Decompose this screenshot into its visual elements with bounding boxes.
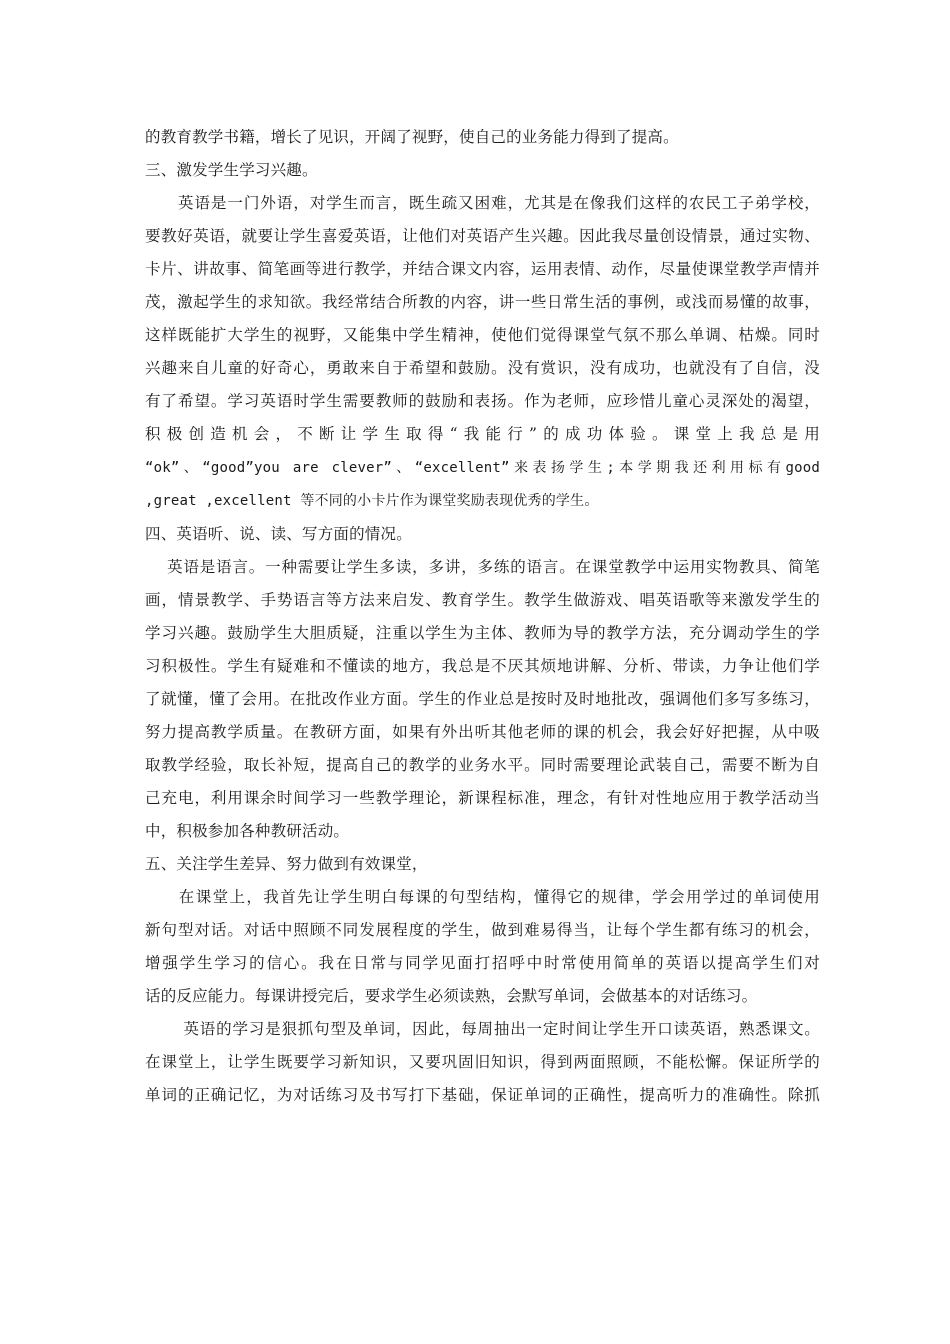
text-line: 话的反应能力。每课讲授完后，要求学生必须读熟，会默写单词，会做基本的对话练习。 xyxy=(145,987,758,1005)
text-line: 英语是一门外语，对学生而言，既生疏又困难，尤其是在像我们这样的农民工子弟学校， xyxy=(145,194,820,212)
text-line: 新句型对话。对话中照顾不同发展程度的学生，做到难易得当，让每个学生都有练习的机会， xyxy=(145,921,820,939)
text-line: 要教好英语，就要让学生喜爱英语，让他们对英语产生兴趣。因此我尽量创设情景，通过实物、 xyxy=(145,227,820,245)
text-line: 这样既能扩大学生的视野，又能集中学生精神，使他们觉得课堂气氛不那么单调、枯燥。同时 xyxy=(145,326,820,344)
text-line: 积极创造机会，不断让学生取得“我能行”的成功体验。课堂上我总是用 xyxy=(145,425,820,443)
section-heading: 三、激发学生学习兴趣。 xyxy=(145,161,318,179)
text-line: 兴趣来自儿童的好奇心，勇敢来自于希望和鼓励。没有赏识，没有成功，也就没有了自信，没 xyxy=(145,359,820,377)
text-line: ,great ,excellent 等不同的小卡片作为课堂奖励表现优秀的学生。 xyxy=(145,493,599,509)
text-line: 努力提高教学质量。在教研方面，如果有外出听其他老师的课的机会，我会好好把握，从中吸 xyxy=(145,723,820,741)
text-line: 有了希望。学习英语时学生需要教师的鼓励和表扬。作为老师，应珍惜儿童心灵深处的渴望， xyxy=(145,392,820,410)
text-line: 茂，激起学生的求知欲。我经常结合所教的内容，讲一些日常生活的事例，或浅而易懂的故事， xyxy=(145,293,820,311)
text-line: 在课堂上，我首先让学生明白每课的句型结构，懂得它的规律，学会用学过的单词使用 xyxy=(145,888,820,906)
section-heading: 五、关注学生差异、努力做到有效课堂， xyxy=(145,855,428,873)
text-line: 习积极性。学生有疑难和不懂读的地方，我总是不厌其烦地讲解、分析、带读，力争让他们学 xyxy=(145,657,820,675)
text-line: 学习兴趣。鼓励学生大胆质疑，注重以学生为主体、教师为导的教学方法，充分调动学生的学 xyxy=(145,624,820,642)
section-heading: 四、英语听、说、读、写方面的情况。 xyxy=(145,525,412,543)
text-line: 增强学生学习的信心。我在日常与同学见面打招呼中时常使用简单的英语以提高学生们对 xyxy=(145,954,820,972)
text-line: 画，情景教学、手势语言等方法来启发、教育学生。教学生做游戏、唱英语歌等来激发学生的 xyxy=(145,591,820,609)
text-line: 的教育教学书籍，增长了见识，开阔了视野，使自己的业务能力得到了提高。 xyxy=(145,128,679,146)
text-line: 在课堂上，让学生既要学习新知识，又要巩固旧知识，得到两面照顾，不能松懈。保证所学的 xyxy=(145,1053,820,1071)
text-line: 英语是语言。一种需要让学生多读，多讲，多练的语言。在课堂教学中运用实物教具、简笔 xyxy=(145,558,820,576)
text-line: “ok”、“good”you are clever”、“excellent”来表扬学生;本学期我还利用标有good xyxy=(145,460,820,476)
text-line: 英语的学习是狠抓句型及单词，因此，每周抽出一定时间让学生开口读英语，熟悉课文。 xyxy=(145,1020,820,1038)
text-line: 中，积极参加各种教研活动。 xyxy=(145,822,350,840)
text-line: 单词的正确记忆，为对话练习及书写打下基础，保证单词的正确性，提高听力的准确性。除抓 xyxy=(145,1086,820,1104)
text-line: 取教学经验，取长补短，提高自己的教学的业务水平。同时需要理论武装自己，需要不断为自 xyxy=(145,756,820,774)
text-line: 了就懂，懂了会用。在批改作业方面。学生的作业总是按时及时地批改，强调他们多写多练习， xyxy=(145,690,820,708)
text-line: 卡片、讲故事、简笔画等进行教学，并结合课文内容，运用表情、动作，尽量使课堂教学声情并 xyxy=(145,260,820,278)
text-line: 己充电，利用课余时间学习一些教学理论，新课程标准，理念，有针对性地应用于教学活动当 xyxy=(145,789,820,807)
